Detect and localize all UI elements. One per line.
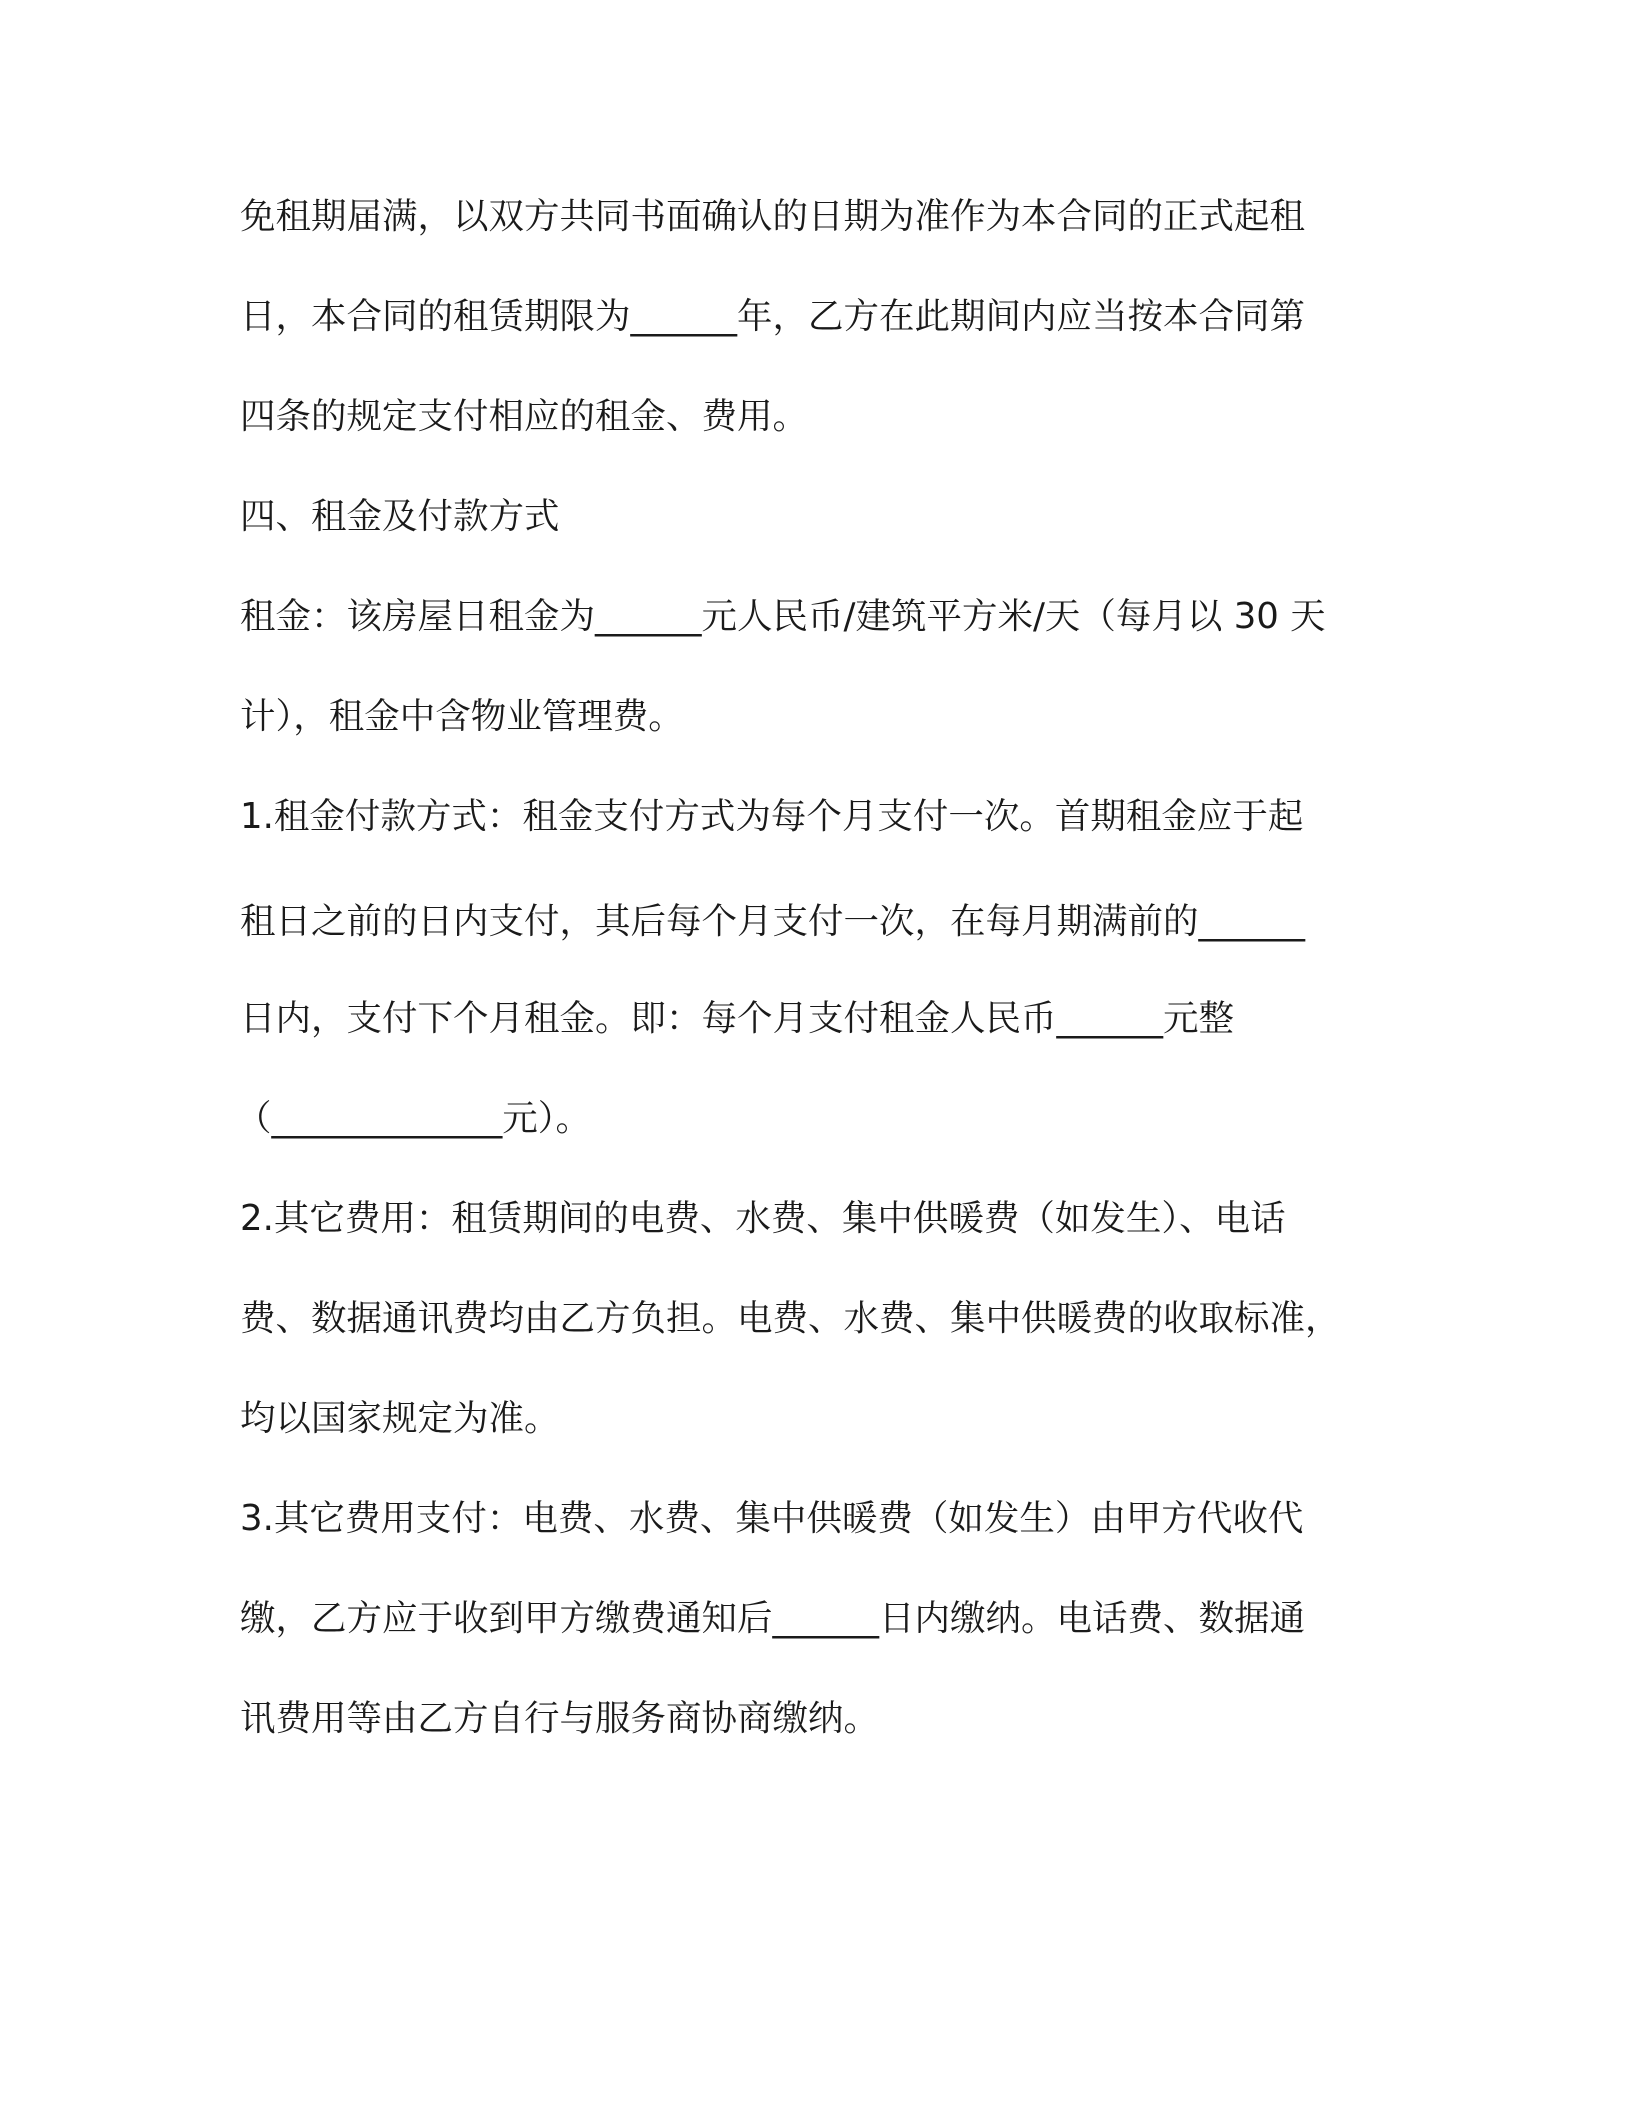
section-heading: 四、租金及付款方式 [240, 496, 560, 537]
paragraph-line: 租日之前的日内支付，其后每个月支付一次，在每月期满前的______ [240, 901, 1306, 942]
paragraph-line: 四条的规定支付相应的租金、费用。 [240, 396, 809, 437]
paragraph-line: 2.其它费用：租赁期间的电费、水费、集中供暖费（如发生）、电话 [240, 1198, 1286, 1239]
paragraph-line: 1.租金付款方式：租金支付方式为每个月支付一次。首期租金应于起 [240, 796, 1304, 837]
paragraph-line: 日内，支付下个月租金。即：每个月支付租金人民币______元整 [240, 998, 1235, 1039]
paragraph-line: 缴，乙方应于收到甲方缴费通知后______日内缴纳。电话费、数据通 [240, 1598, 1306, 1639]
paragraph-line: 日，本合同的租赁期限为______年，乙方在此期间内应当按本合同第 [240, 296, 1306, 337]
paragraph-line: （_____________元）。 [236, 1098, 592, 1139]
paragraph-line: 租金：该房屋日租金为______元人民币/建筑平方米/天（每月以 30 天 [240, 596, 1326, 637]
paragraph-line: 费、数据通讯费均由乙方负担。电费、水费、集中供暖费的收取标准， [240, 1298, 1341, 1339]
paragraph-line: 计），租金中含物业管理费。 [240, 696, 684, 737]
paragraph-line: 均以国家规定为准。 [240, 1398, 560, 1439]
paragraph-line: 3.其它费用支付：电费、水费、集中供暖费（如发生）由甲方代收代 [240, 1498, 1304, 1539]
paragraph-line: 讯费用等由乙方自行与服务商协商缴纳。 [240, 1698, 880, 1739]
paragraph-line: 免租期届满，以双方共同书面确认的日期为准作为本合同的正式起租 [240, 196, 1306, 237]
